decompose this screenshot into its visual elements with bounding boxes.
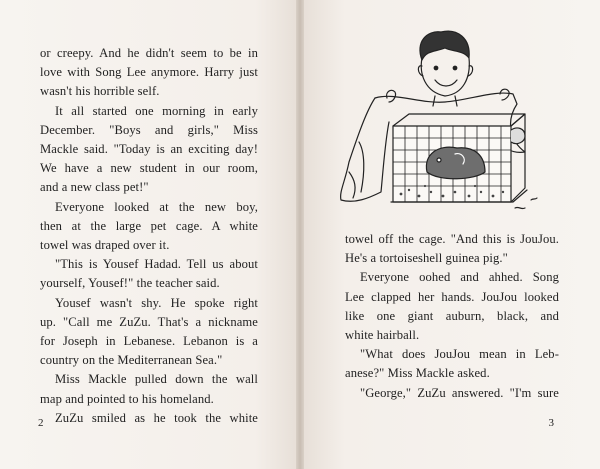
text-line: He's a tortoiseshell guinea pig." xyxy=(345,251,508,266)
text-line: towel was draped over it. xyxy=(40,238,170,253)
text-line: or creepy. And he didn't seem to be in xyxy=(40,46,258,60)
text-line: then at the large pet cage. A white xyxy=(40,218,258,233)
text-line: and a new class pet!" xyxy=(40,180,149,195)
text-line: Everyone looked at the new boy, xyxy=(55,199,258,214)
text-line: for Joseph in Lebanese. Lebanon is a xyxy=(40,334,258,349)
text-line: towel off the cage. "And this is JouJou. xyxy=(345,232,559,246)
text-line: ZuZu smiled as he took the white xyxy=(55,410,258,425)
boy-with-cage-illustration xyxy=(335,22,550,222)
text-line: Miss Mackle pulled down the wall xyxy=(55,372,258,387)
text-line: map and pointed to his homeland. xyxy=(40,391,214,406)
text-line: yourself, Yousef!" the teacher said. xyxy=(40,276,220,291)
text-line: Everyone oohed and ahhed. Song xyxy=(360,270,559,285)
text-line: like one giant auburn, black, and xyxy=(345,308,559,323)
text-line: country on the Mediterranean Sea." xyxy=(40,353,223,368)
text-line: Mackle said. "Today is an exciting day! xyxy=(40,142,258,157)
text-line: white hairball. xyxy=(345,328,420,343)
text-line: Yousef wasn't shy. He spoke right xyxy=(55,295,258,310)
book-gutter xyxy=(296,0,304,469)
text-line: "What does JouJou mean in Leb- xyxy=(360,347,559,362)
text-line: love with Song Lee anymore. Harry just xyxy=(40,65,258,80)
text-line: Lee clapped her hands. JouJou looked xyxy=(345,289,559,304)
text-line: It all started one morning in early xyxy=(55,103,258,118)
text-line: "This is Yousef Hadad. Tell us about xyxy=(55,257,258,272)
left-page-number: 2 xyxy=(38,417,44,429)
right-page xyxy=(300,0,600,469)
text-line: wasn't his horrible self. xyxy=(40,84,160,99)
text-line: December. "Boys and girls," Miss xyxy=(40,122,258,137)
left-page-text xyxy=(40,44,258,428)
right-page-number: 3 xyxy=(548,417,554,429)
text-line: "George," ZuZu answered. "I'm sure xyxy=(360,385,559,400)
text-line: anese?" Miss Mackle asked. xyxy=(345,366,490,381)
right-page-text xyxy=(345,230,559,403)
text-line: We have a new student in our room, xyxy=(40,161,258,176)
text-line: up. "Call me ZuZu. That's a nickname xyxy=(40,314,258,329)
